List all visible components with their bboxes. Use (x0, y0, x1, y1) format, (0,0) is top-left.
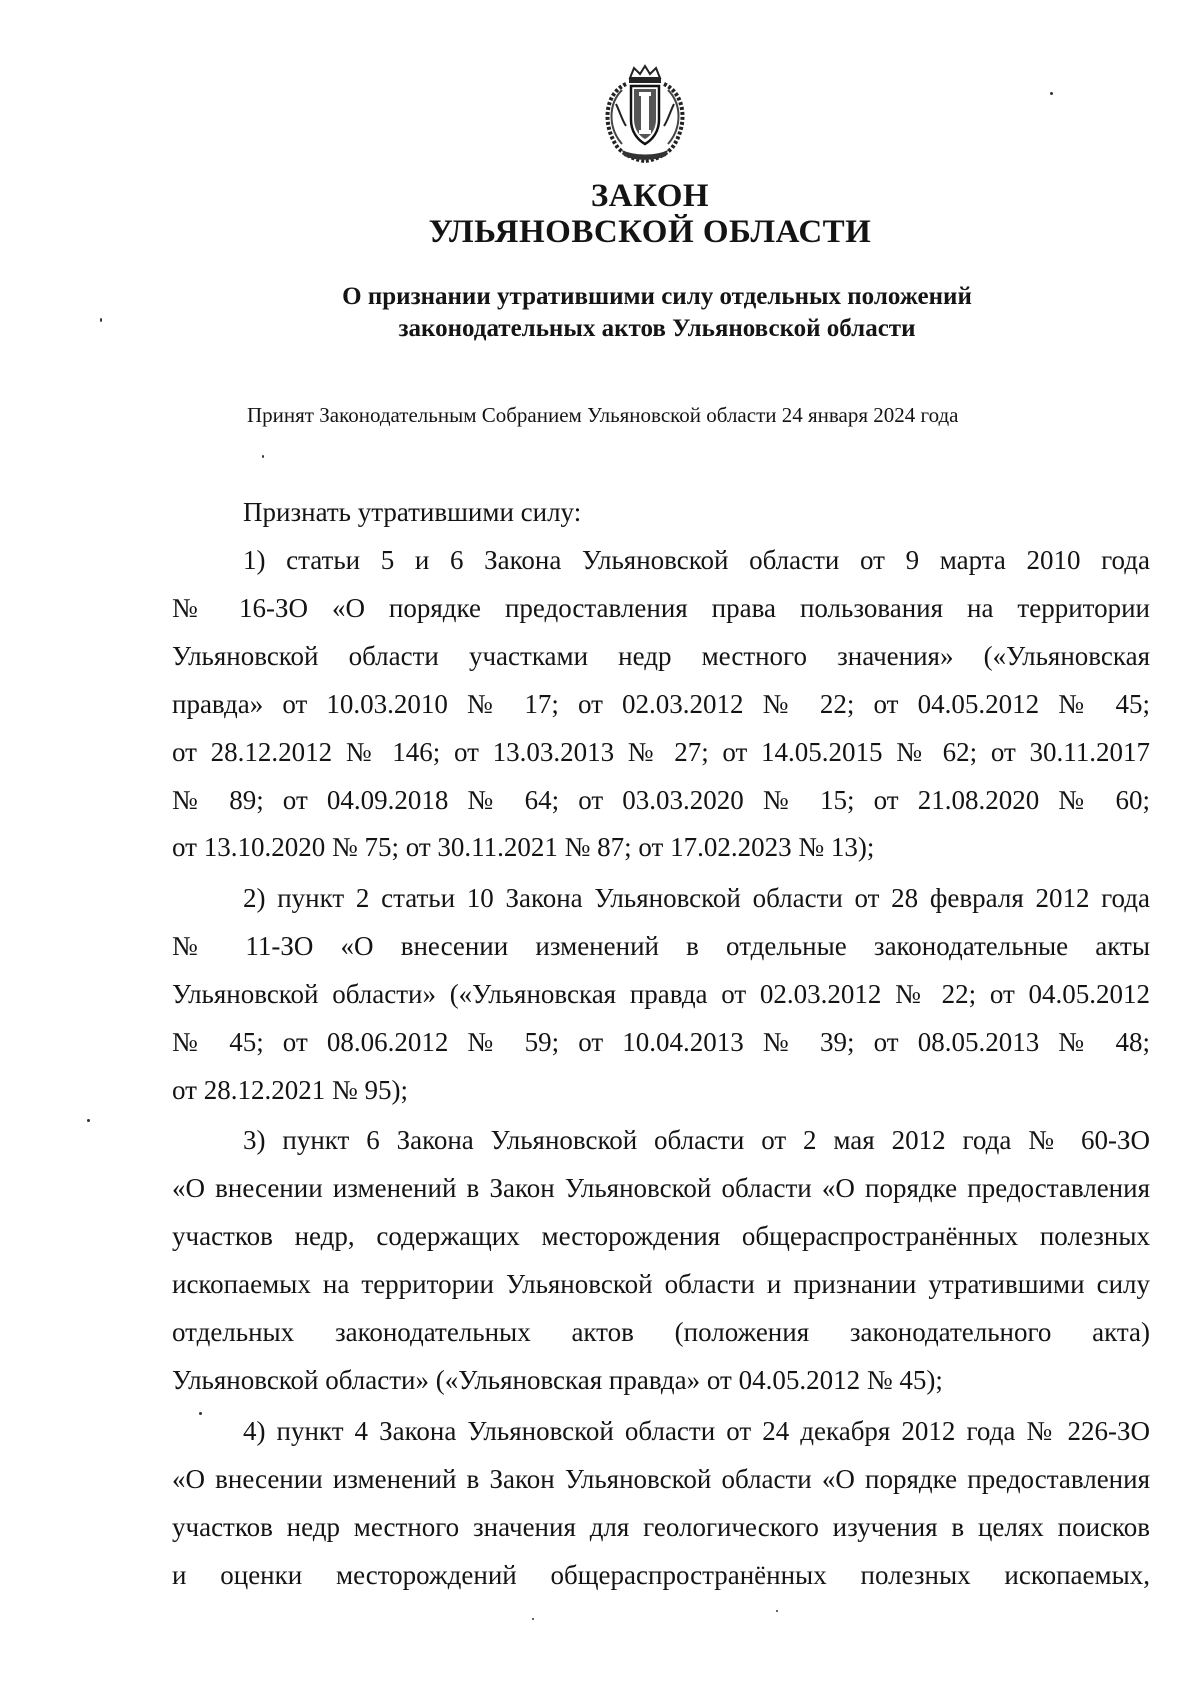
body-line: правда» от 10.03.2010 № 17; от 02.03.2012 № 22; от 04.05.2012 № 45; (172, 689, 1150, 719)
document-subtitle-line1: О признании утратившими силу отдельных положений (342, 283, 972, 310)
scan-speck (532, 1618, 534, 1620)
body-line: «О внесении изменений в Закон Ульяновской области «О порядке предоставления (172, 1173, 1150, 1203)
body-line: Ульяновской области» («Ульяновская правда» от 04.05.2012 № 45); (172, 1365, 943, 1395)
body-line: Ульяновской области» («Ульяновская правда от 02.03.2012 № 22; от 04.05.2012 (172, 979, 1150, 1009)
body-line: Ульяновской области участками недр местного значения» («Ульяновская (172, 641, 1150, 671)
scan-speck (776, 1610, 778, 1612)
body-line: участков недр местного значения для геологического изучения в целях поисков (172, 1512, 1150, 1542)
body-line: № 11-ЗО «О внесении изменений в отдельные законодательные акты (172, 931, 1150, 961)
scan-speck (87, 1119, 90, 1122)
body-line: от 28.12.2021 № 95); (172, 1075, 408, 1105)
body-line: и оценки месторождений общераспространённых полезных ископаемых, (172, 1560, 1150, 1590)
body-line: 1) статьи 5 и 6 Закона Ульяновской области от 9 марта 2010 года (243, 545, 1150, 575)
scan-speck (199, 1412, 202, 1415)
body-line: «О внесении изменений в Закон Ульяновской области «О порядке предоставления (172, 1464, 1150, 1494)
body-line: 3) пункт 6 Закона Ульяновской области от 2 мая 2012 года № 60-ЗО (243, 1125, 1150, 1155)
body-line: участков недр, содержащих месторождения общераспространённых полезных (172, 1221, 1150, 1251)
body-line: Признать утратившими силу: (243, 497, 582, 527)
body-line: № 16-ЗО «О порядке предоставления права пользования на территории (172, 593, 1150, 623)
scan-speck (100, 318, 102, 322)
body-line: ископаемых на территории Ульяновской области и признании утратившими силу (172, 1269, 1150, 1299)
document-title-line2: УЛЬЯНОВСКОЙ ОБЛАСТИ (428, 214, 872, 250)
scan-speck (1050, 92, 1053, 95)
coat-of-arms-emblem (596, 64, 694, 164)
body-line: отдельных законодательных актов (положения законодательного акта) (172, 1317, 1150, 1347)
document-title-line1: ЗАКОН (590, 178, 710, 214)
body-line: № 89; от 04.09.2018 № 64; от 03.03.2020 № 15; от 21.08.2020 № 60; (172, 785, 1150, 815)
body-line: 2) пункт 2 статьи 10 Закона Ульяновской области от 28 февраля 2012 года (243, 883, 1150, 913)
body-line: от 13.10.2020 № 75; от 30.11.2021 № 87; от 17.02.2023 № 13); (172, 832, 875, 862)
body-line: № 45; от 08.06.2012 № 59; от 10.04.2013 № 39; от 08.05.2013 № 48; (172, 1027, 1150, 1057)
document-subtitle-line2: законодательных актов Ульяновской области (398, 315, 916, 342)
adoption-note: Принят Законодательным Собранием Ульяновской области 24 января 2024 года (247, 403, 959, 427)
scan-speck (262, 455, 264, 458)
body-line: от 28.12.2012 № 146; от 13.03.2013 № 27; от 14.05.2015 № 62; от 30.11.2017 (172, 737, 1150, 767)
body-line: 4) пункт 4 Закона Ульяновской области от 24 декабря 2012 года № 226-ЗО (243, 1416, 1150, 1446)
